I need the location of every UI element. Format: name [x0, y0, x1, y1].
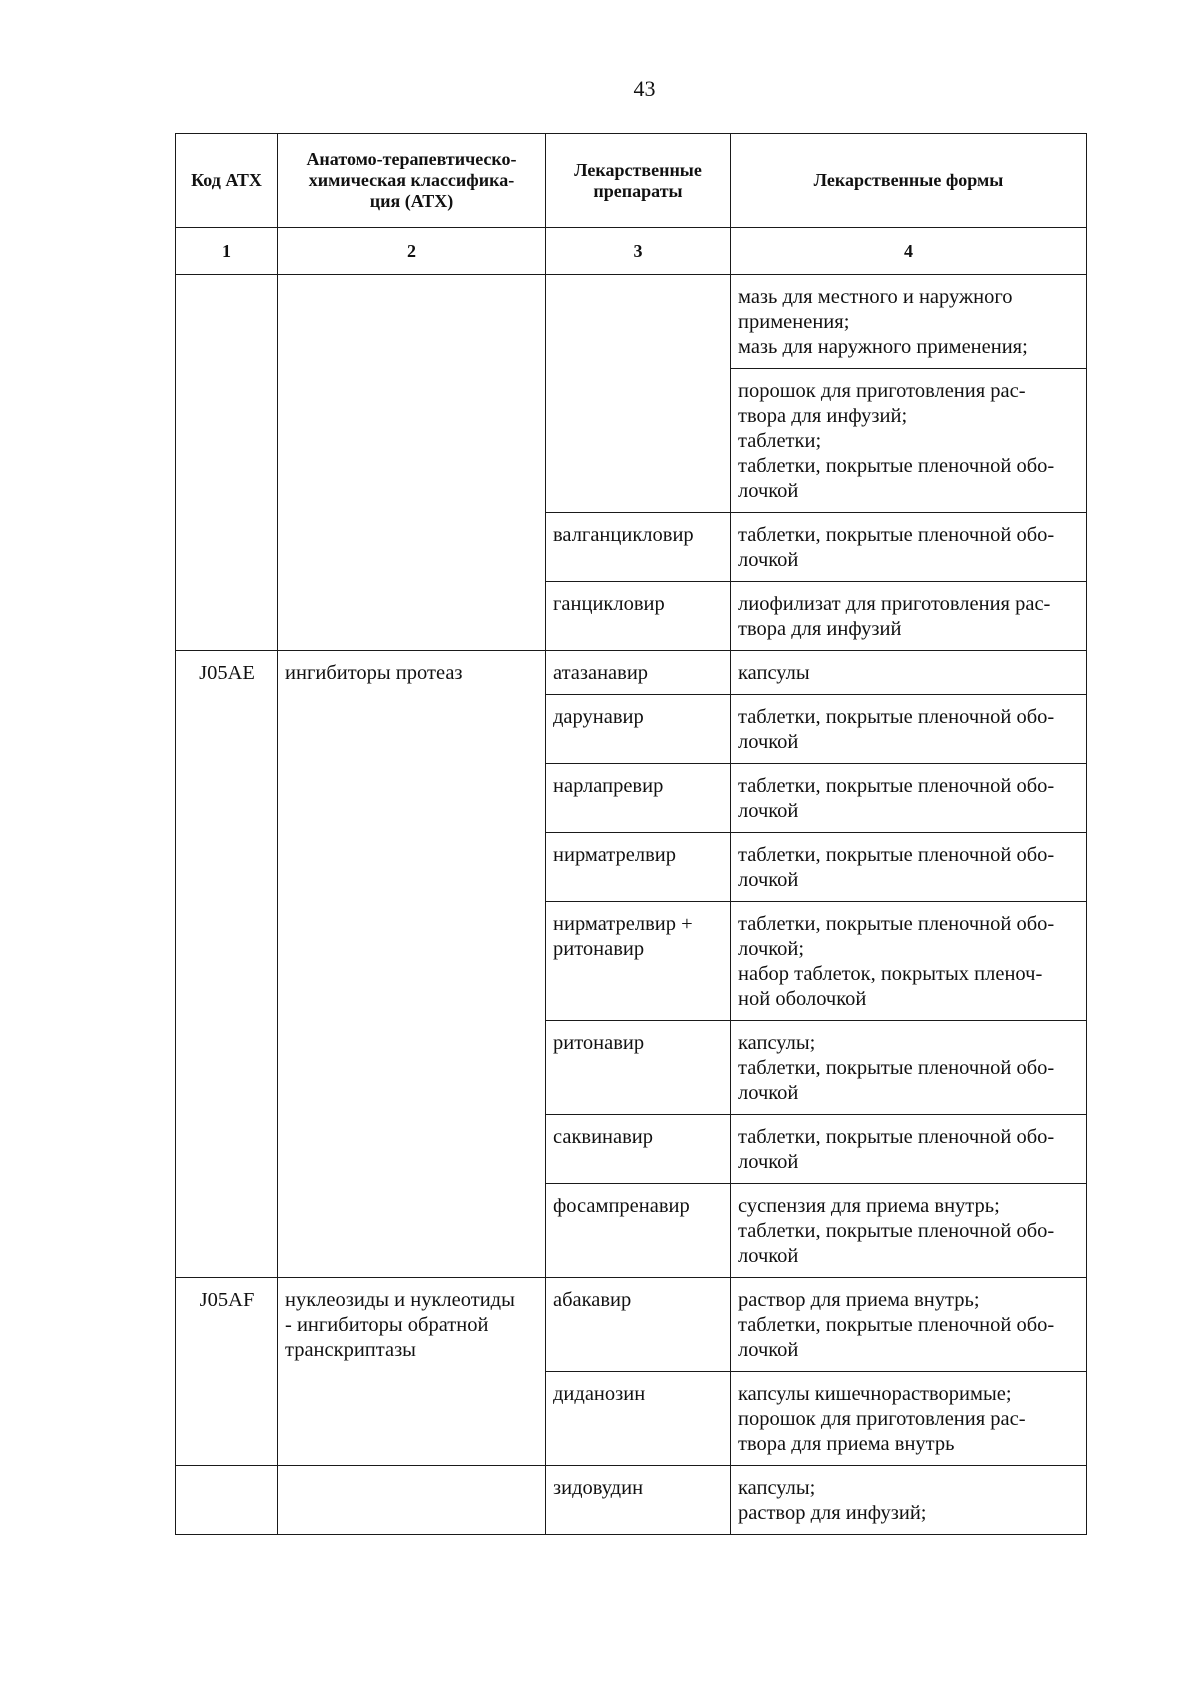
table-row [176, 1278, 1087, 1372]
drug-cell: диданозин [546, 1372, 731, 1466]
drug-cell [546, 275, 731, 513]
drug-cell: дарунавир [546, 695, 731, 764]
atx-group-cell: нуклеозиды и нуклеотиды - ингибиторы обратной транскриптазы [278, 1278, 546, 1466]
forms-cell: капсулы [731, 651, 1087, 695]
header-atx-code: Код АТХ [176, 134, 278, 228]
drug-cell: нирматрелвир [546, 833, 731, 902]
forms-cell: таблетки, покрытые пленочной обо- лочкой [731, 764, 1087, 833]
atx-group-cell: ингибиторы протеаз [278, 651, 546, 1278]
header-atx-classification: Анатомо-терапевтическо- химическая классифика- ция (АТХ) [278, 134, 546, 228]
atx-drug-table [175, 133, 1087, 1535]
forms-cell: таблетки, покрытые пленочной обо- лочкой [731, 695, 1087, 764]
forms-cell: таблетки, покрытые пленочной обо- лочкой [731, 1115, 1087, 1184]
forms-cell: капсулы; раствор для инфузий; [731, 1466, 1087, 1535]
column-number: 4 [731, 228, 1087, 275]
forms-cell: суспензия для приема внутрь; таблетки, покрытые пленочной обо- лочкой [731, 1184, 1087, 1278]
atx-group-cell [278, 275, 546, 651]
forms-cell: таблетки, покрытые пленочной обо- лочкой; набор таблеток, покрытых пленоч- ной оболочкой [731, 902, 1087, 1021]
drug-cell: зидовудин [546, 1466, 731, 1535]
column-number: 2 [278, 228, 546, 275]
atx-code-cell: J05AF [176, 1278, 278, 1466]
drug-cell: абакавир [546, 1278, 731, 1372]
column-number: 3 [546, 228, 731, 275]
atx-code-cell [176, 1466, 278, 1535]
table-row [176, 1466, 1087, 1535]
drug-cell: саквинавир [546, 1115, 731, 1184]
drug-cell: нарлапревир [546, 764, 731, 833]
atx-group-cell [278, 1466, 546, 1535]
column-number: 1 [176, 228, 278, 275]
header-drugs: Лекарственные препараты [546, 134, 731, 228]
forms-cell: таблетки, покрытые пленочной обо- лочкой [731, 513, 1087, 582]
drug-cell: ганцикловир [546, 582, 731, 651]
drug-cell: нирматрелвир + ритонавир [546, 902, 731, 1021]
atx-code-cell: J05AE [176, 651, 278, 1278]
page-number: 43 [633, 76, 656, 101]
column-number-row [176, 228, 1087, 275]
forms-cell: раствор для приема внутрь; таблетки, покрытые пленочной обо- лочкой [731, 1278, 1087, 1372]
drug-cell: фосампренавир [546, 1184, 731, 1278]
forms-cell: мазь для местного и наружного применения; мазь для наружного применения; [731, 275, 1087, 369]
table-header-row [176, 134, 1087, 228]
drug-cell: валганцикловир [546, 513, 731, 582]
forms-cell: порошок для приготовления рас- твора для инфузий; таблетки; таблетки, покрытые пленочной обо- лочкой [731, 369, 1087, 513]
table-row [176, 651, 1087, 695]
drug-cell: ритонавир [546, 1021, 731, 1115]
drug-cell: атазанавир [546, 651, 731, 695]
forms-cell: таблетки, покрытые пленочной обо- лочкой [731, 833, 1087, 902]
header-dosage-forms: Лекарственные формы [731, 134, 1087, 228]
atx-code-cell [176, 275, 278, 651]
forms-cell: капсулы кишечнорастворимые; порошок для приготовления рас- твора для приема внутрь [731, 1372, 1087, 1466]
forms-cell: лиофилизат для приготовления рас- твора для инфузий [731, 582, 1087, 651]
table-row [176, 275, 1087, 369]
forms-cell: капсулы; таблетки, покрытые пленочной обо- лочкой [731, 1021, 1087, 1115]
